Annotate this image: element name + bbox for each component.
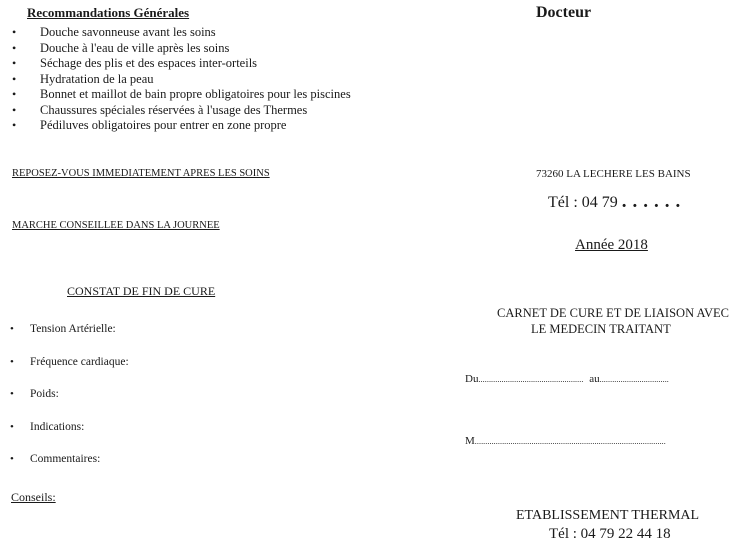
list-item: • Hydratation de la peau [10,72,351,88]
du-label: Du [465,373,479,385]
list-item: • Douche savonneuse avant les soins [10,25,351,41]
address: 73260 LA LECHERE LES BAINS [536,168,691,180]
docteur-title: Docteur [536,4,592,21]
list-item: • Bonnet et maillot de bain propre obligatoires pour les piscines [10,87,351,103]
list-item: • Douche à l'eau de ville après les soins [10,41,351,57]
etablissement-title: ETABLISSEMENT THERMAL [516,508,700,523]
constat-heading: CONSTAT DE FIN DE CURE [67,284,216,298]
repos-note: REPOSEZ-VOUS IMMEDIATEMENT APRES LES SOINS [12,168,270,179]
au-label: au [589,373,600,385]
annee-title: Année 2018 [575,237,648,253]
m-label: M [465,435,475,447]
m-field: ........................................................................................... [474,437,666,446]
constat-list [10,321,129,484]
list-item: • Poids: [10,386,129,419]
etablissement-telephone: Tél : 04 79 22 44 18 [549,526,671,542]
carnet-title-line2: LE MEDECIN TRAITANT [531,322,671,336]
recommandations-heading: Recommandations Générales [27,5,190,20]
recommandations-list [10,25,351,134]
marche-note: MARCHE CONSEILLEE DANS LA JOURNEE [12,220,220,231]
list-item: • Pédiluves obligatoires pour entrer en zone propre [10,118,351,134]
dates-line [465,373,669,385]
list-item: • Indications: [10,419,129,452]
list-item: • Fréquence cardiaque: [10,354,129,387]
list-item: • Tension Artérielle: [10,321,129,354]
list-item: • Séchage des plis et des espaces inter-orteils [10,56,351,72]
telephone-label: Tél : 04 79 [548,194,618,211]
au-field: ................................. [599,375,669,384]
list-item: • Commentaires: [10,451,129,484]
patient-line [465,435,666,447]
conseils-label: Conseils: [11,490,56,504]
carnet-title-line1: CARNET DE CURE ET DE LIAISON AVEC [497,306,729,320]
telephone-line [548,191,686,213]
du-field: .................................................. [478,375,584,384]
telephone-dots: ...... [621,191,687,212]
list-item: • Chaussures spéciales réservées à l'usage des Thermes [10,103,351,119]
